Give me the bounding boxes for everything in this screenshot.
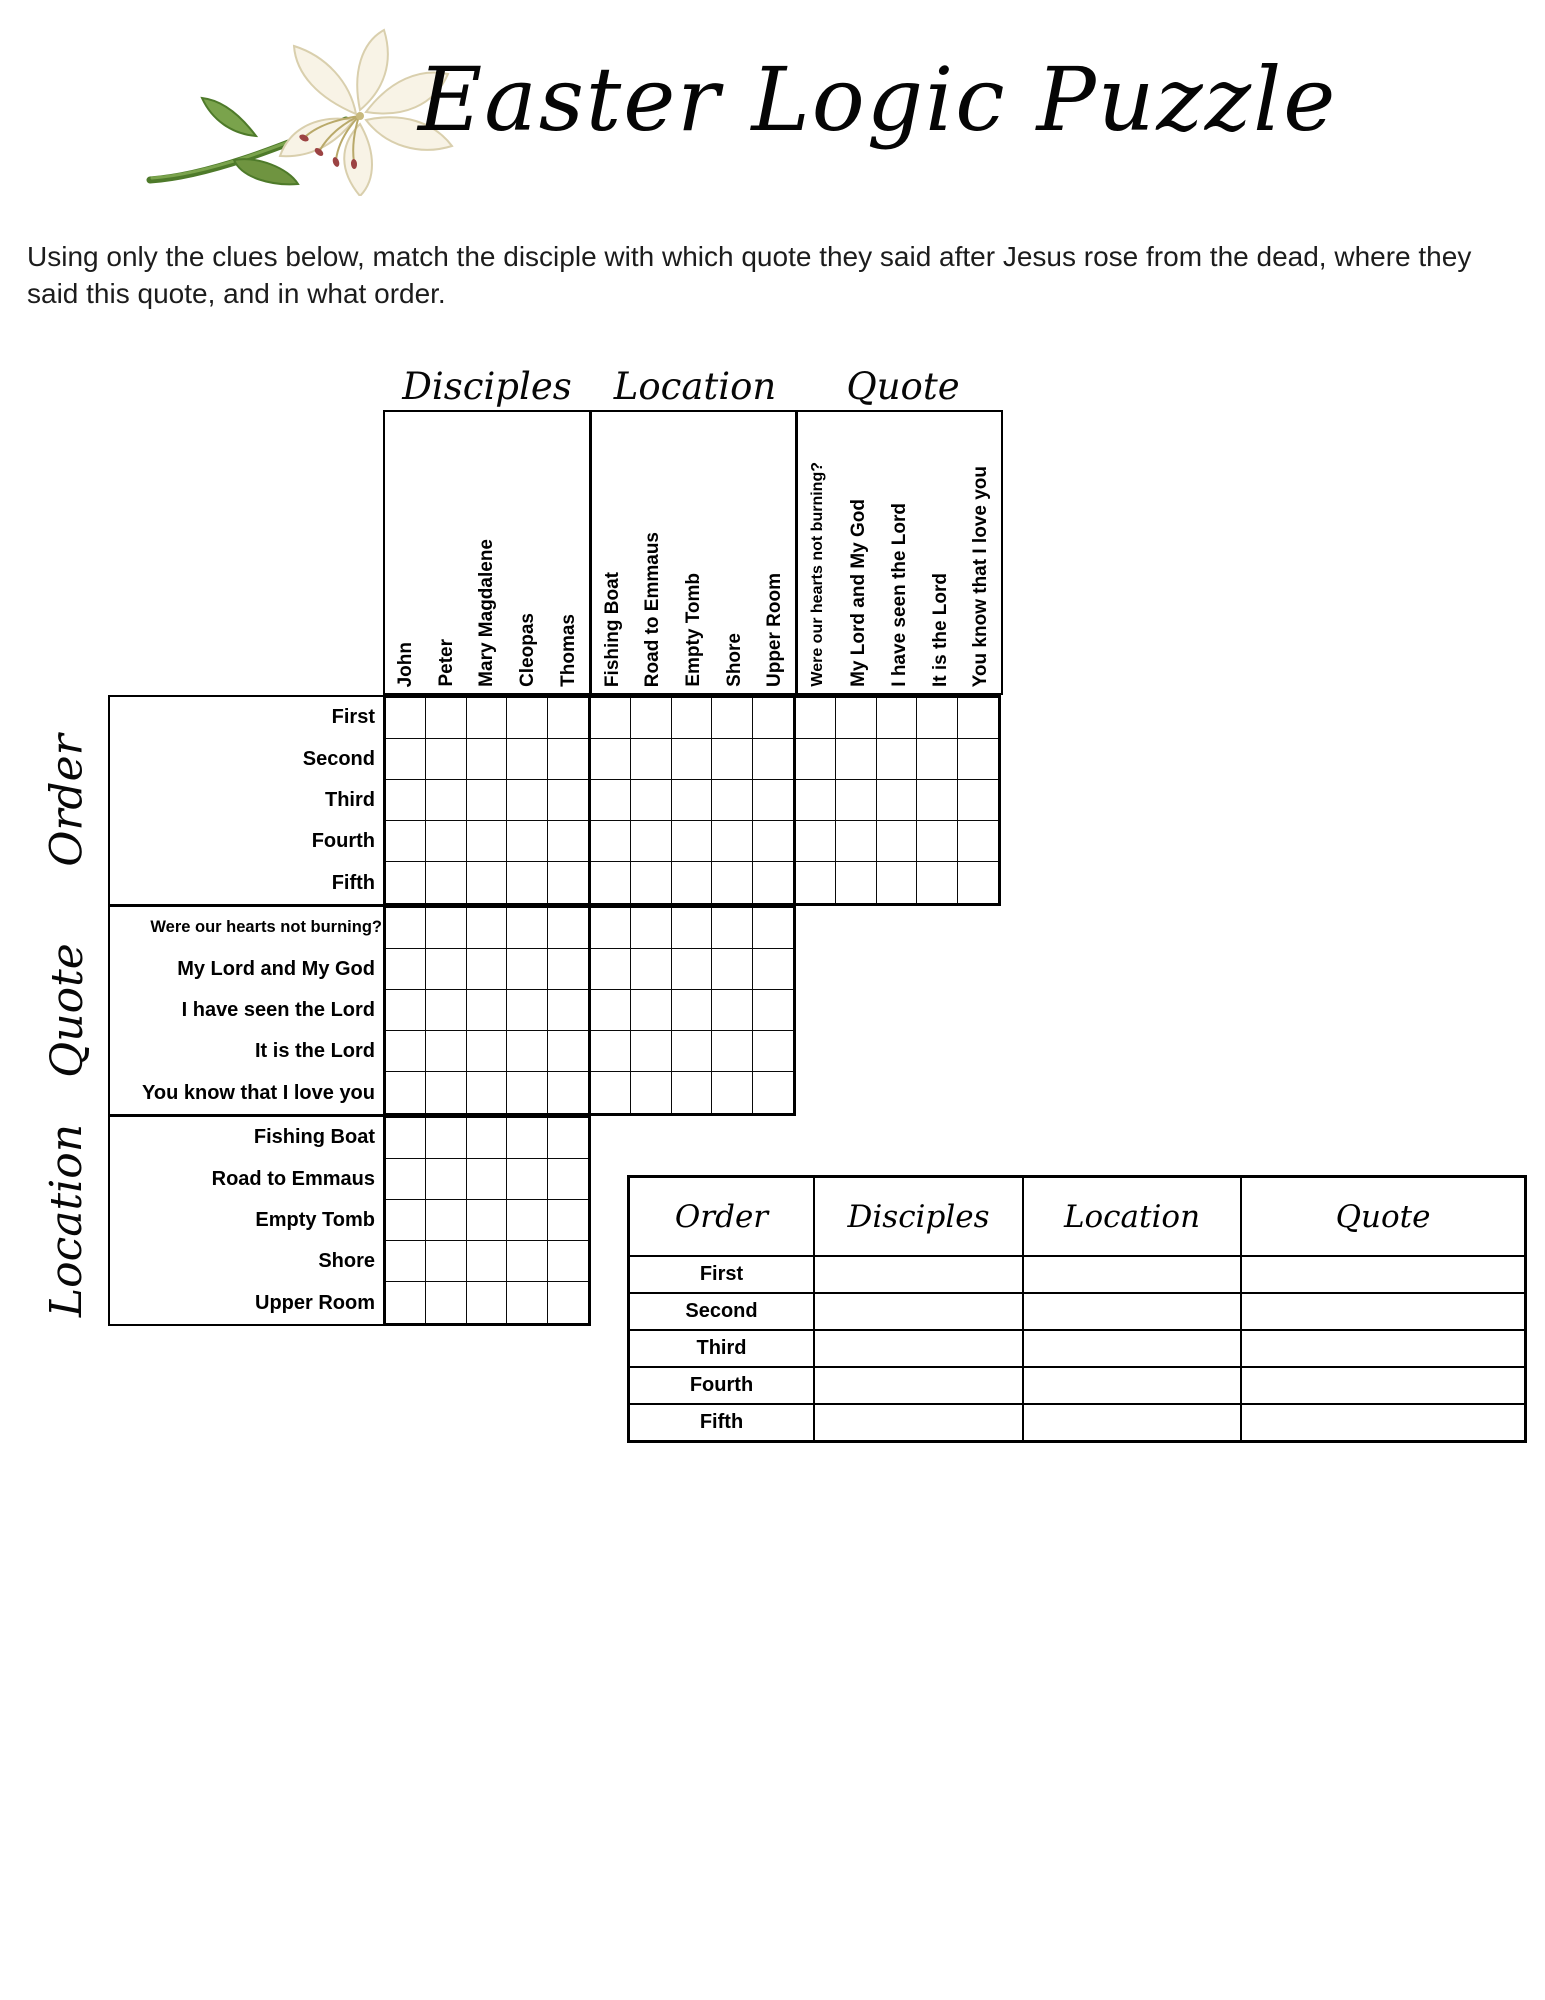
grid-cell[interactable]: [467, 862, 507, 903]
answer-cell[interactable]: [1022, 1329, 1240, 1366]
column-label-fishing-boat: Fishing Boat: [601, 571, 623, 687]
column-label-i-have-seen: I have seen the Lord: [888, 503, 910, 687]
grid-cell[interactable]: [386, 1200, 426, 1241]
grid-cell[interactable]: [507, 862, 547, 903]
grid-cell[interactable]: [753, 739, 793, 780]
grid-cell[interactable]: [548, 1200, 588, 1241]
grid-cell[interactable]: [548, 908, 588, 949]
grid-cell[interactable]: [877, 739, 917, 780]
grid-cell[interactable]: [796, 862, 836, 903]
instructions-text: Using only the clues below, match the disciple with which quote they said after Jesus rose from the dead, where they said this quote, and in what order.: [27, 241, 1472, 309]
answer-cell[interactable]: [813, 1329, 1022, 1366]
grid-cell[interactable]: [386, 949, 426, 990]
grid-cell[interactable]: [917, 780, 957, 821]
grid-cell[interactable]: [877, 698, 917, 739]
grid-cell[interactable]: [591, 1072, 631, 1113]
grid-cell[interactable]: [753, 698, 793, 739]
grid-cell[interactable]: [917, 739, 957, 780]
grid-cell[interactable]: [507, 780, 547, 821]
answer-header-order: Order: [674, 1198, 769, 1235]
grid-cell[interactable]: [836, 821, 876, 862]
quote-vs-disciples-grid: [383, 905, 591, 1116]
grid-cell[interactable]: [467, 780, 507, 821]
column-label-road-to-emmaus: Road to Emmaus: [642, 531, 664, 687]
location-vs-disciples-grid: [383, 1115, 591, 1326]
grid-cell[interactable]: [507, 990, 547, 1031]
answer-cell[interactable]: [1240, 1366, 1524, 1403]
grid-cell[interactable]: [631, 908, 671, 949]
answer-cell[interactable]: [813, 1366, 1022, 1403]
grid-cell[interactable]: [753, 908, 793, 949]
answer-cell[interactable]: [1022, 1403, 1240, 1440]
grid-cell[interactable]: [877, 780, 917, 821]
grid-cell[interactable]: [591, 1031, 631, 1072]
answer-header-disciples: Disciples: [813, 1178, 1022, 1255]
grid-cell[interactable]: [386, 1031, 426, 1072]
order-row-labels: [108, 695, 384, 906]
grid-cell[interactable]: [672, 908, 712, 949]
column-label-upper-room: Upper Room: [764, 573, 786, 687]
grid-cell[interactable]: [386, 1118, 426, 1159]
grid-cell[interactable]: [958, 821, 998, 862]
answer-row-label-fifth: Fifth: [630, 1403, 813, 1440]
grid-cell[interactable]: [426, 1200, 466, 1241]
grid-cell[interactable]: [836, 739, 876, 780]
answer-cell[interactable]: [1022, 1255, 1240, 1292]
grid-cell[interactable]: [672, 949, 712, 990]
grid-cell[interactable]: [631, 780, 671, 821]
order-vs-location-grid: [588, 695, 796, 906]
column-label-cleopas: Cleopas: [517, 613, 539, 687]
grid-cell[interactable]: [548, 821, 588, 862]
answer-row-label-third: Third: [630, 1329, 813, 1366]
grid-cell[interactable]: [591, 862, 631, 903]
grid-cell[interactable]: [591, 698, 631, 739]
grid-cell[interactable]: [753, 990, 793, 1031]
grid-cell[interactable]: [467, 949, 507, 990]
answer-row-label-first: First: [630, 1255, 813, 1292]
answer-row-label-fourth: Fourth: [630, 1366, 813, 1403]
grid-cell[interactable]: [591, 739, 631, 780]
grid-cell[interactable]: [836, 698, 876, 739]
grid-cell[interactable]: [591, 949, 631, 990]
grid-cell[interactable]: [958, 739, 998, 780]
disciples-column-headers: [383, 410, 591, 695]
grid-cell[interactable]: [507, 739, 547, 780]
grid-cell[interactable]: [507, 1282, 547, 1323]
row-label-it-is-the-lord: It is the Lord: [255, 1040, 375, 1063]
grid-cell[interactable]: [796, 780, 836, 821]
grid-cell[interactable]: [591, 908, 631, 949]
grid-cell[interactable]: [426, 862, 466, 903]
grid-cell[interactable]: [467, 908, 507, 949]
grid-cell[interactable]: [548, 739, 588, 780]
location-column-headers: [589, 410, 797, 695]
row-label-upper-room: Upper Room: [255, 1291, 375, 1314]
grid-cell[interactable]: [507, 698, 547, 739]
answer-cell[interactable]: [1240, 1255, 1524, 1292]
grid-cell[interactable]: [467, 1200, 507, 1241]
grid-cell[interactable]: [712, 821, 752, 862]
column-label-my-lord-my-god: My Lord and My God: [848, 499, 870, 687]
grid-cell[interactable]: [467, 1072, 507, 1113]
grid-cell[interactable]: [712, 908, 752, 949]
grid-cell[interactable]: [796, 698, 836, 739]
grid-cell[interactable]: [631, 990, 671, 1031]
grid-cell[interactable]: [426, 1241, 466, 1282]
grid-cell[interactable]: [591, 990, 631, 1031]
quote-grid-row: [383, 905, 796, 1116]
location-row-labels: [108, 1115, 384, 1326]
row-group-quote-label: Quote: [41, 942, 93, 1078]
grid-cell[interactable]: [386, 739, 426, 780]
grid-cell[interactable]: [548, 1072, 588, 1113]
grid-cell[interactable]: [467, 1031, 507, 1072]
grid-cell[interactable]: [672, 1031, 712, 1072]
grid-cell[interactable]: [386, 862, 426, 903]
grid-cell[interactable]: [548, 1031, 588, 1072]
grid-cell[interactable]: [631, 698, 671, 739]
grid-cell[interactable]: [548, 1241, 588, 1282]
quote-row-labels: [108, 905, 384, 1116]
grid-cell[interactable]: [548, 1282, 588, 1323]
grid-cell[interactable]: [672, 821, 712, 862]
grid-cell[interactable]: [386, 1241, 426, 1282]
grid-cell[interactable]: [426, 908, 466, 949]
grid-cell[interactable]: [796, 739, 836, 780]
grid-cell[interactable]: [672, 739, 712, 780]
grid-cell[interactable]: [712, 698, 752, 739]
grid-cell[interactable]: [548, 949, 588, 990]
grid-cell[interactable]: [672, 862, 712, 903]
grid-cell[interactable]: [426, 1282, 466, 1323]
order-vs-disciples-grid: [383, 695, 591, 906]
grid-cell[interactable]: [917, 821, 957, 862]
column-label-shore: Shore: [723, 633, 745, 687]
answer-cell[interactable]: [813, 1292, 1022, 1329]
grid-cell[interactable]: [753, 862, 793, 903]
grid-cell[interactable]: [591, 821, 631, 862]
answer-header-location: Location: [1022, 1178, 1240, 1255]
order-vs-quote-grid: [793, 695, 1001, 906]
grid-cell[interactable]: [426, 739, 466, 780]
grid-cell[interactable]: [507, 1159, 547, 1200]
grid-cell[interactable]: [672, 1072, 712, 1113]
grid-cell[interactable]: [548, 780, 588, 821]
column-label-were-our-hearts: Were our hearts not burning?: [809, 462, 827, 687]
grid-cell[interactable]: [836, 780, 876, 821]
grid-cell[interactable]: [753, 1072, 793, 1113]
order-grid-row: [383, 695, 1001, 906]
grid-cell[interactable]: [548, 1118, 588, 1159]
grid-cell[interactable]: [467, 821, 507, 862]
answer-row-label-second: Second: [630, 1292, 813, 1329]
grid-cell[interactable]: [426, 1159, 466, 1200]
column-label-peter: Peter: [435, 639, 457, 687]
column-label-john: John: [394, 641, 416, 687]
grid-cell[interactable]: [426, 780, 466, 821]
grid-cell[interactable]: [426, 949, 466, 990]
grid-cell[interactable]: [467, 698, 507, 739]
answer-cell[interactable]: [1240, 1403, 1524, 1440]
grid-cell[interactable]: [548, 862, 588, 903]
grid-cell[interactable]: [631, 739, 671, 780]
grid-cell[interactable]: [386, 821, 426, 862]
grid-cell[interactable]: [753, 821, 793, 862]
location-grid-row: [383, 1115, 591, 1326]
grid-cell[interactable]: [548, 698, 588, 739]
grid-cell[interactable]: [917, 698, 957, 739]
answer-cell[interactable]: [1240, 1292, 1524, 1329]
answer-cell[interactable]: [1240, 1329, 1524, 1366]
grid-cell[interactable]: [877, 821, 917, 862]
grid-cell[interactable]: [631, 1072, 671, 1113]
row-label-fifth: Fifth: [331, 871, 375, 894]
grid-cell[interactable]: [548, 1159, 588, 1200]
grid-cell[interactable]: [507, 1200, 547, 1241]
grid-cell[interactable]: [386, 990, 426, 1031]
row-label-fourth: Fourth: [311, 830, 375, 853]
grid-cell[interactable]: [386, 1072, 426, 1113]
grid-cell[interactable]: [507, 821, 547, 862]
grid-cell[interactable]: [426, 1118, 466, 1159]
column-label-you-know-i-love-you: You know that I love you: [970, 465, 992, 687]
grid-cell[interactable]: [631, 949, 671, 990]
column-headers: [383, 410, 1003, 695]
grid-cell[interactable]: [386, 1159, 426, 1200]
grid-cell[interactable]: [877, 862, 917, 903]
grid-cell[interactable]: [631, 862, 671, 903]
grid-cell[interactable]: [386, 780, 426, 821]
grid-cell[interactable]: [426, 821, 466, 862]
grid-cell[interactable]: [507, 1072, 547, 1113]
page-title: Easter Logic Puzzle: [418, 48, 1338, 151]
grid-cell[interactable]: [467, 1282, 507, 1323]
grid-cell[interactable]: [507, 1031, 547, 1072]
column-label-thomas: Thomas: [558, 614, 580, 687]
grid-cell[interactable]: [958, 780, 998, 821]
row-label-shore: Shore: [318, 1250, 375, 1273]
column-label-empty-tomb: Empty Tomb: [682, 573, 704, 687]
column-group-disciples-label: Disciples: [402, 365, 572, 408]
grid-cell[interactable]: [712, 990, 752, 1031]
grid-cell[interactable]: [426, 990, 466, 1031]
grid-cell[interactable]: [426, 1072, 466, 1113]
column-label-it-is-the-lord: It is the Lord: [929, 573, 951, 687]
grid-cell[interactable]: [917, 862, 957, 903]
grid-cell[interactable]: [796, 821, 836, 862]
grid-cell[interactable]: [467, 1159, 507, 1200]
grid-cell[interactable]: [386, 698, 426, 739]
row-label-second: Second: [302, 747, 375, 770]
grid-cell[interactable]: [712, 739, 752, 780]
row-label-you-know-i-love-you: You know that I love you: [142, 1081, 375, 1104]
answer-cell[interactable]: [1022, 1366, 1240, 1403]
grid-cell[interactable]: [467, 990, 507, 1031]
grid-cell[interactable]: [958, 698, 998, 739]
grid-cell[interactable]: [712, 1072, 752, 1113]
answer-cell[interactable]: [813, 1403, 1022, 1440]
grid-cell[interactable]: [712, 949, 752, 990]
grid-cell[interactable]: [712, 780, 752, 821]
column-group-location-label: Location: [613, 365, 777, 408]
grid-cell[interactable]: [507, 1241, 547, 1282]
grid-cell[interactable]: [467, 739, 507, 780]
row-label-first: First: [331, 706, 375, 729]
grid-cell[interactable]: [426, 698, 466, 739]
grid-cell[interactable]: [386, 1282, 426, 1323]
grid-cell[interactable]: [507, 908, 547, 949]
answer-cell[interactable]: [1022, 1292, 1240, 1329]
row-label-i-have-seen: I have seen the Lord: [181, 999, 375, 1022]
grid-cell[interactable]: [712, 1031, 752, 1072]
row-group-location-label: Location: [41, 1123, 93, 1317]
answer-header-quote: Quote: [1240, 1178, 1524, 1255]
grid-cell[interactable]: [672, 990, 712, 1031]
grid-cell[interactable]: [548, 990, 588, 1031]
grid-cell[interactable]: [672, 780, 712, 821]
row-label-third: Third: [325, 789, 375, 812]
row-label-road-to-emmaus: Road to Emmaus: [211, 1167, 375, 1190]
grid-cell[interactable]: [712, 862, 752, 903]
row-label-fishing-boat: Fishing Boat: [253, 1126, 375, 1149]
grid-cell[interactable]: [753, 780, 793, 821]
grid-cell[interactable]: [386, 908, 426, 949]
grid-cell[interactable]: [753, 949, 793, 990]
grid-cell[interactable]: [672, 698, 712, 739]
column-label-mary-magdalene: Mary Magdalene: [476, 539, 498, 687]
grid-cell[interactable]: [631, 821, 671, 862]
grid-cell[interactable]: [507, 1118, 547, 1159]
row-label-my-lord-my-god: My Lord and My God: [177, 957, 375, 980]
row-label-empty-tomb: Empty Tomb: [255, 1209, 375, 1232]
grid-cell[interactable]: [958, 862, 998, 903]
quote-vs-location-grid: [588, 905, 796, 1116]
answer-table: [627, 1175, 1527, 1443]
column-group-quote-label: Quote: [846, 365, 960, 408]
quote-column-headers: [795, 410, 1003, 695]
grid-cell[interactable]: [467, 1118, 507, 1159]
answer-cell[interactable]: [813, 1255, 1022, 1292]
grid-cell[interactable]: [467, 1241, 507, 1282]
grid-cell[interactable]: [753, 1031, 793, 1072]
grid-cell[interactable]: [631, 1031, 671, 1072]
row-group-order-label: Order: [41, 733, 93, 867]
row-label-were-our-hearts: Were our hearts not burning?: [150, 918, 382, 937]
grid-cell[interactable]: [426, 1031, 466, 1072]
grid-cell[interactable]: [591, 780, 631, 821]
grid-cell[interactable]: [507, 949, 547, 990]
grid-cell[interactable]: [836, 862, 876, 903]
